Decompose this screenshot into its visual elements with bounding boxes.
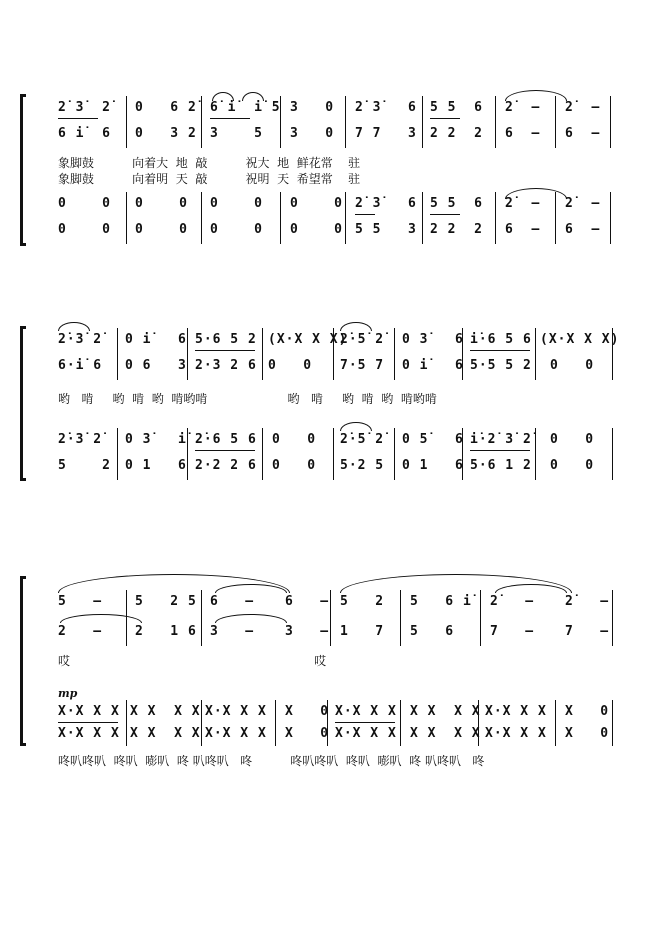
staff-row <box>0 590 662 616</box>
dynamic-marking: mp <box>58 687 78 700</box>
barline <box>275 700 276 746</box>
measure: 0 0 <box>550 458 595 473</box>
measure: 2̇ 3̇ 6 <box>355 196 417 211</box>
barline <box>462 328 463 380</box>
measure: i̇·2̇ 3̇ 2̇ <box>470 432 532 447</box>
measure: 5 – <box>58 594 103 609</box>
measure: 7 – <box>565 624 610 639</box>
measure: 2̇ – <box>505 196 541 211</box>
tie-arc <box>212 92 234 101</box>
lyric-line: 象脚鼓 向着明 天 敲 祝明 天 希望常 驻 <box>58 172 361 186</box>
tie-arc <box>242 92 264 101</box>
barline <box>262 328 263 380</box>
measure: 0 0 <box>210 222 263 237</box>
beam-line <box>470 350 530 351</box>
measure: 2̇ – <box>565 196 601 211</box>
measure: 5·6 5 2 <box>195 332 257 347</box>
beam-line <box>58 722 118 723</box>
beam-line <box>58 118 98 119</box>
measure: 0 6 2̇ <box>135 100 197 115</box>
measure: 0 0 <box>58 222 111 237</box>
measure: 3 – <box>285 624 330 639</box>
lyric-line: 哎 哎 <box>58 654 327 668</box>
measure: 6 – <box>210 594 255 609</box>
barline <box>280 192 281 244</box>
measure: 2̇·5̇ 2̇ <box>340 332 385 347</box>
barline <box>422 96 423 148</box>
measure: 2̇ – <box>490 594 535 609</box>
beam-line <box>195 450 255 451</box>
measure: 2·3 2 6 <box>195 358 257 373</box>
barline <box>394 428 395 480</box>
measure: 3 5 <box>210 126 263 141</box>
barline <box>610 96 611 148</box>
barline <box>612 700 613 746</box>
measure: 0 1 6 <box>402 458 464 473</box>
measure: 2̇·3̇ 2̇ <box>58 432 103 447</box>
measure: 6 – <box>565 126 601 141</box>
barline <box>555 96 556 148</box>
measure: 0 3 2 <box>135 126 197 141</box>
barline <box>187 428 188 480</box>
tie-arc <box>340 422 372 431</box>
measure: 5 5 6 <box>430 196 483 211</box>
barline <box>280 96 281 148</box>
measure: X X X X <box>130 726 201 741</box>
measure: 5 6 <box>410 624 455 639</box>
measure: 5 5 6 <box>430 100 483 115</box>
beam-line <box>335 722 395 723</box>
barline <box>535 428 536 480</box>
measure: 5 2 <box>340 594 385 609</box>
beam-line <box>430 118 460 119</box>
measure: X·X X X <box>485 726 547 741</box>
barline <box>495 192 496 244</box>
tie-arc <box>505 188 567 199</box>
score-system-2 <box>0 320 662 485</box>
measure: 0 0 <box>272 458 317 473</box>
barline <box>612 428 613 480</box>
barline <box>478 700 479 746</box>
measure: X·X X X <box>205 704 267 719</box>
staff-row <box>0 218 662 244</box>
barline <box>262 428 263 480</box>
measure: 5·6 1 2 <box>470 458 532 473</box>
score-system-1 <box>0 88 662 248</box>
measure: 5 2 5 <box>135 594 197 609</box>
measure: 3 – <box>210 624 255 639</box>
lyric-line: 象脚鼓 向着大 地 敲 祝大 地 鲜花常 驻 <box>58 156 361 170</box>
lyric-line: 哟 啃 哟 啃 哟 啃哟啃 哟 啃 哟 啃 哟 啃哟啃 <box>58 392 437 406</box>
tie-arc <box>505 90 567 101</box>
barline <box>330 590 331 646</box>
measure: 7 7 3 <box>355 126 417 141</box>
measure: 0 0 <box>58 196 111 211</box>
measure: 0 0 <box>210 196 263 211</box>
measure: X·X X X <box>58 726 120 741</box>
measure: 5 6 i̇ <box>410 594 472 609</box>
tie-arc <box>58 322 90 331</box>
staff-row <box>0 354 662 380</box>
barline <box>535 328 536 380</box>
barline <box>126 192 127 244</box>
measure: 0 0 <box>268 358 313 373</box>
beam-line <box>195 350 255 351</box>
measure: 2̇ – <box>565 594 610 609</box>
staff-row <box>0 428 662 454</box>
measure: 5·5 5 2 <box>470 358 532 373</box>
measure: 2 – <box>58 624 103 639</box>
measure: 0 3̇ i̇ <box>125 432 187 447</box>
beam-line <box>430 214 460 215</box>
measure: 0 0 <box>135 222 188 237</box>
barline <box>555 700 556 746</box>
measure: 7·5 7 <box>340 358 385 373</box>
score-system-3 <box>0 570 662 770</box>
measure: 6 – <box>565 222 601 237</box>
measure: 2·2 2 6 <box>195 458 257 473</box>
measure: X X X X <box>410 704 481 719</box>
measure: 2̇·6 5 6 <box>195 432 257 447</box>
measure: 0 5̇ 6 <box>402 432 464 447</box>
barline <box>400 590 401 646</box>
staff-row <box>0 620 662 646</box>
barline <box>327 700 328 746</box>
measure: (X·X X X) <box>540 332 620 347</box>
barline <box>610 192 611 244</box>
measure: 6̇ i̇ i̇ 5 <box>210 100 281 115</box>
barline <box>345 96 346 148</box>
measure: X 0 <box>565 726 610 741</box>
barline <box>201 96 202 148</box>
barline <box>612 328 613 380</box>
barline <box>333 428 334 480</box>
barline <box>462 428 463 480</box>
measure: (X·X X X) <box>268 332 348 347</box>
barline <box>117 428 118 480</box>
staff-row <box>0 328 662 354</box>
measure: X X X X <box>410 726 481 741</box>
measure: X·X X X <box>205 726 267 741</box>
measure: 5·2 5 <box>340 458 385 473</box>
measure: 2̇ – <box>505 100 541 115</box>
measure: 6 i̇ 6 <box>58 126 111 141</box>
barline <box>201 700 202 746</box>
measure: X·X X X <box>335 726 397 741</box>
measure: 2̇·3̇ 2̇ <box>58 332 103 347</box>
measure: X 0 <box>565 704 610 719</box>
measure: 1 7 <box>340 624 385 639</box>
measure: 0 0 <box>550 358 595 373</box>
measure: 0 0 <box>290 222 343 237</box>
lyric-line: 咚叭咚叭 咚叭 嘭叭 咚 叭咚叭 咚 咚叭咚叭 咚叭 嘭叭 咚 叭咚叭 咚 <box>58 754 485 768</box>
measure: 2 1 6 <box>135 624 197 639</box>
tie-arc <box>340 322 372 331</box>
measure: X·X X X <box>58 704 120 719</box>
measure: 2 2 2 <box>430 126 483 141</box>
staff-row <box>0 122 662 148</box>
measure: X·X X X <box>485 704 547 719</box>
barline <box>201 590 202 646</box>
beam-line <box>355 214 375 215</box>
measure: X X X X <box>130 704 201 719</box>
measure: 2 2 2 <box>430 222 483 237</box>
staff-row <box>0 722 662 748</box>
measure: 6 – <box>285 594 330 609</box>
measure: 7 – <box>490 624 535 639</box>
barline <box>187 328 188 380</box>
measure: 0 6 3 <box>125 358 187 373</box>
measure: 0 i̇ 6 <box>125 332 187 347</box>
barline <box>422 192 423 244</box>
barline <box>495 96 496 148</box>
barline <box>394 328 395 380</box>
barline <box>126 96 127 148</box>
measure: 0 0 <box>550 432 595 447</box>
barline <box>555 192 556 244</box>
measure: 5 5 3 <box>355 222 417 237</box>
barline <box>345 192 346 244</box>
measure: 0 i̇ 6 <box>402 358 464 373</box>
measure: 0 0 <box>272 432 317 447</box>
measure: 3 0 <box>290 126 335 141</box>
barline <box>333 328 334 380</box>
measure: 0 3̇ 6 <box>402 332 464 347</box>
barline <box>117 328 118 380</box>
measure: X·X X X <box>335 704 397 719</box>
barline <box>612 590 613 646</box>
measure: X 0 <box>285 704 330 719</box>
barline <box>400 700 401 746</box>
measure: 0 0 <box>135 196 188 211</box>
measure: 0 1 6 <box>125 458 187 473</box>
measure: 5 2 <box>58 458 111 473</box>
measure: 0 0 <box>290 196 343 211</box>
measure: i̇·6 5 6 <box>470 332 532 347</box>
measure: 2̇·5̇ 2̇ <box>340 432 385 447</box>
measure: 6 – <box>505 222 541 237</box>
barline <box>126 700 127 746</box>
staff-row <box>0 454 662 480</box>
beam-line <box>470 450 530 451</box>
measure: 3 0 <box>290 100 335 115</box>
barline <box>201 192 202 244</box>
measure: 2̇ 3̇ 6 <box>355 100 417 115</box>
barline <box>480 590 481 646</box>
measure: 6·i̇ 6 <box>58 358 103 373</box>
measure: X 0 <box>285 726 330 741</box>
measure: 6 – <box>505 126 541 141</box>
measure: 2̇ 3̇ 2̇ <box>58 100 111 115</box>
measure: 2̇ – <box>565 100 601 115</box>
beam-line <box>210 118 250 119</box>
